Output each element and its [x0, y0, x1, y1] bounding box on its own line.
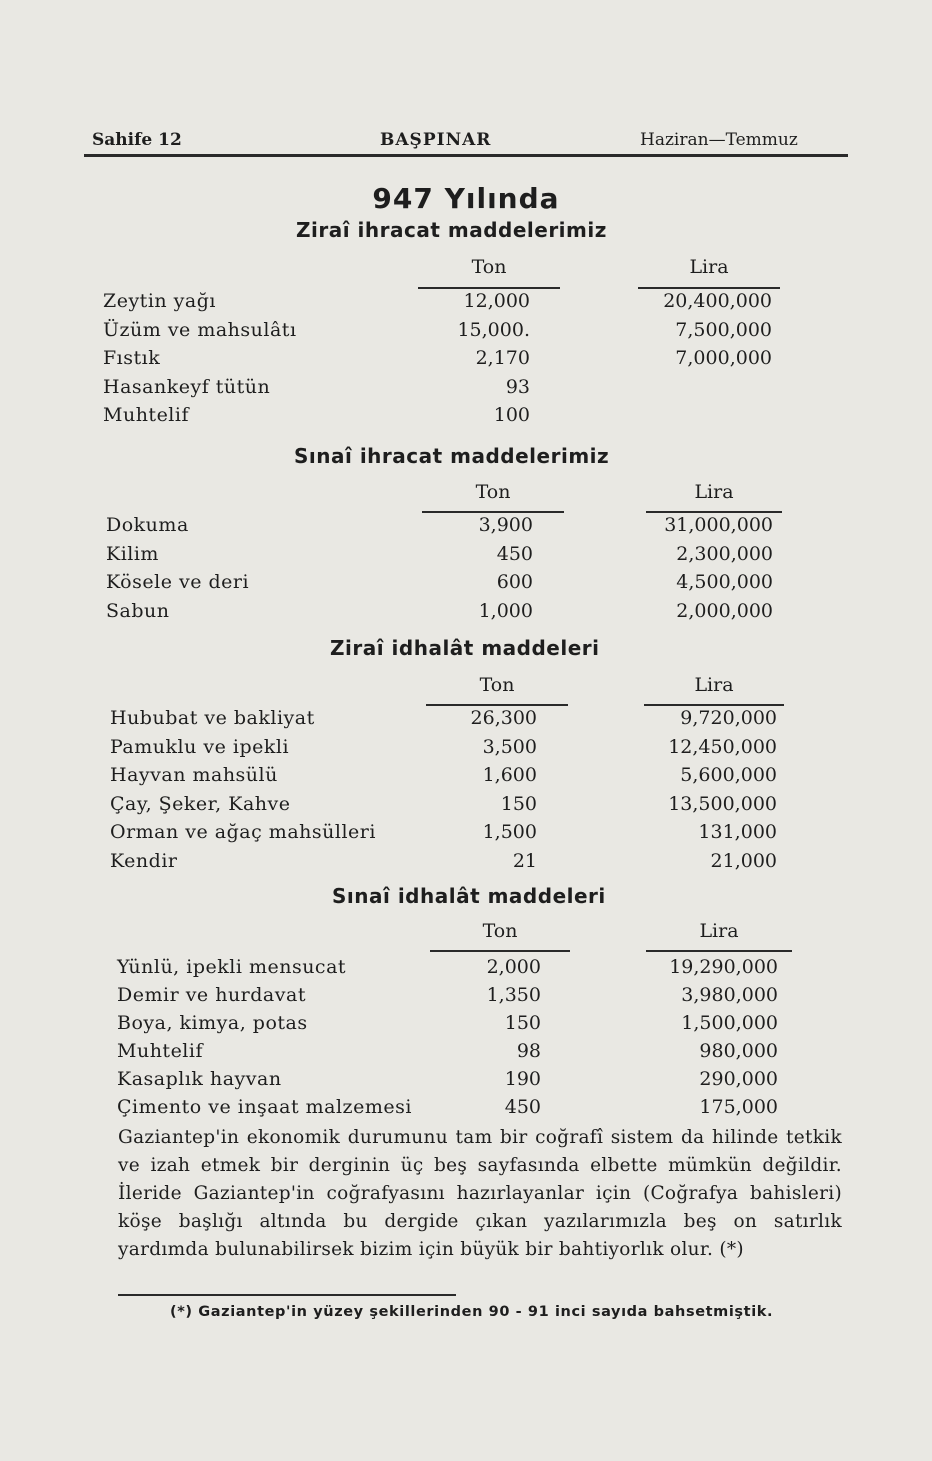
row-lira-value: 2,000,000	[676, 599, 773, 622]
row-ton-value: 1,350	[486, 984, 541, 1006]
row-ton-value: 450	[496, 542, 533, 565]
row-lira-value: 5,600,000	[680, 764, 777, 786]
row-label: Hasankeyf tütün	[103, 375, 271, 398]
row-ton-value: 3,900	[478, 514, 533, 536]
section-title-sinai-ihracat: Sınaî ihracat maddelerimiz	[294, 444, 610, 468]
ton-rule	[430, 950, 570, 952]
row-lira-value: 9,720,000	[680, 707, 777, 729]
ton-rule	[426, 704, 568, 706]
row-ton-value: 2,170	[475, 347, 530, 369]
row-lira-value: 21,000	[710, 849, 777, 872]
row-lira-value: 7,500,000	[675, 318, 772, 341]
section-title-sinai-idhalat: Sınaî idhalât maddeleri	[332, 884, 606, 908]
row-lira-value: 20,400,000	[663, 290, 772, 312]
row-label: Demir ve hurdavat	[117, 984, 306, 1006]
row-ton-value: 1,600	[482, 764, 537, 786]
section-title-zirai-idhalat: Ziraî idhalât maddeleri	[330, 636, 600, 660]
row-label: Kösele ve deri	[106, 571, 250, 593]
row-label: Muhtelif	[103, 404, 189, 426]
row-lira-value: 2,300,000	[676, 542, 773, 565]
row-lira-value: 980,000	[699, 1040, 778, 1062]
lira-rule	[644, 704, 784, 706]
page-number: Sahife 12	[92, 130, 182, 150]
row-lira-value: 4,500,000	[676, 571, 773, 593]
row-label: Yünlü, ipekli mensucat	[117, 956, 347, 978]
ton-header: Ton	[471, 256, 507, 278]
row-label: Muhtelif	[117, 1040, 203, 1062]
journal-name: BAŞPINAR	[380, 130, 492, 150]
row-ton-value: 450	[504, 1096, 541, 1118]
row-ton-value: 21	[512, 849, 537, 872]
footnote-rule	[118, 1294, 456, 1296]
row-ton-value: 190	[504, 1068, 541, 1090]
row-label: Çimento ve inşaat malzemesi	[117, 1096, 412, 1118]
lira-header: Lira	[694, 481, 734, 503]
row-lira-value: 31,000,000	[664, 514, 773, 536]
header-rule	[84, 154, 848, 157]
row-label: Fıstık	[103, 347, 161, 369]
row-lira-value: 131,000	[698, 821, 777, 843]
row-ton-value: 2,000	[486, 956, 541, 978]
row-ton-value: 93	[505, 375, 530, 398]
row-ton-value: 12,000	[463, 290, 530, 312]
row-label: Çay, Şeker, Kahve	[110, 792, 291, 815]
row-label: Pamuklu ve ipekli	[110, 735, 290, 758]
row-ton-value: 98	[516, 1040, 541, 1062]
row-lira-value: 290,000	[699, 1068, 778, 1090]
footnote: (*) Gaziantep'in yüzey şekillerinden 90 - 91 inci sayıda bahsetmiştik.	[170, 1304, 774, 1320]
ton-header: Ton	[482, 920, 518, 942]
row-label: Kendir	[110, 849, 178, 872]
ton-rule	[422, 511, 564, 513]
lira-header: Lira	[689, 256, 729, 278]
row-label: Hayvan mahsülü	[110, 764, 278, 786]
lira-rule	[646, 511, 782, 513]
row-ton-value: 150	[504, 1012, 541, 1034]
row-lira-value: 19,290,000	[669, 956, 778, 978]
page-header	[84, 126, 848, 156]
row-label: Hububat ve bakliyat	[110, 707, 315, 729]
row-ton-value: 15,000.	[457, 318, 530, 341]
row-label: Boya, kimya, potas	[117, 1012, 308, 1034]
row-lira-value: 3,980,000	[681, 984, 778, 1006]
ton-header: Ton	[475, 481, 511, 503]
lira-rule	[646, 950, 792, 952]
lira-header: Lira	[699, 920, 739, 942]
row-lira-value: 7,000,000	[675, 347, 772, 369]
body-paragraph: Gaziantep'in ekonomik durumunu tam bir coğrafî sistem da hilinde tetkik ve izah etmek bir derginin üç beş sayfasında elbette mümkün değildir. İleride Gaziantep'in coğrafyasını hazırlayanlar için (Coğrafya bahisleri) köşe başlığı altında bu dergide çıkan yazılarımızla beş on satırlık yardımda bulunabilirsek bizim için büyük bir bahtiyorlık olur. (*)	[118, 1127, 842, 1260]
row-label: Üzüm ve mahsulâtı	[103, 318, 297, 341]
row-label: Kilim	[106, 542, 159, 565]
row-ton-value: 100	[493, 404, 530, 426]
row-ton-value: 26,300	[470, 707, 537, 729]
row-ton-value: 600	[496, 571, 533, 593]
row-ton-value: 150	[500, 792, 537, 815]
lira-rule	[638, 287, 780, 289]
row-lira-value: 1,500,000	[681, 1012, 778, 1034]
row-label: Orman ve ağaç mahsülleri	[110, 821, 376, 843]
ton-header: Ton	[479, 674, 515, 696]
ton-rule	[418, 287, 560, 289]
row-ton-value: 1,500	[482, 821, 537, 843]
row-lira-value: 12,450,000	[668, 735, 777, 758]
issue-date: Haziran—Temmuz	[640, 130, 798, 150]
row-ton-value: 3,500	[482, 735, 537, 758]
row-lira-value: 13,500,000	[668, 792, 777, 815]
row-ton-value: 1,000	[478, 599, 533, 622]
row-label: Kasaplık hayvan	[117, 1068, 282, 1090]
lira-header: Lira	[694, 674, 734, 696]
row-lira-value: 175,000	[699, 1096, 778, 1118]
row-label: Sabun	[106, 599, 170, 622]
page-title: 947 Yılında	[372, 182, 560, 215]
row-label: Dokuma	[106, 514, 189, 536]
row-label: Zeytin yağı	[103, 290, 216, 312]
section-title-zirai-ihracat: Ziraî ihracat maddelerimiz	[296, 218, 607, 242]
